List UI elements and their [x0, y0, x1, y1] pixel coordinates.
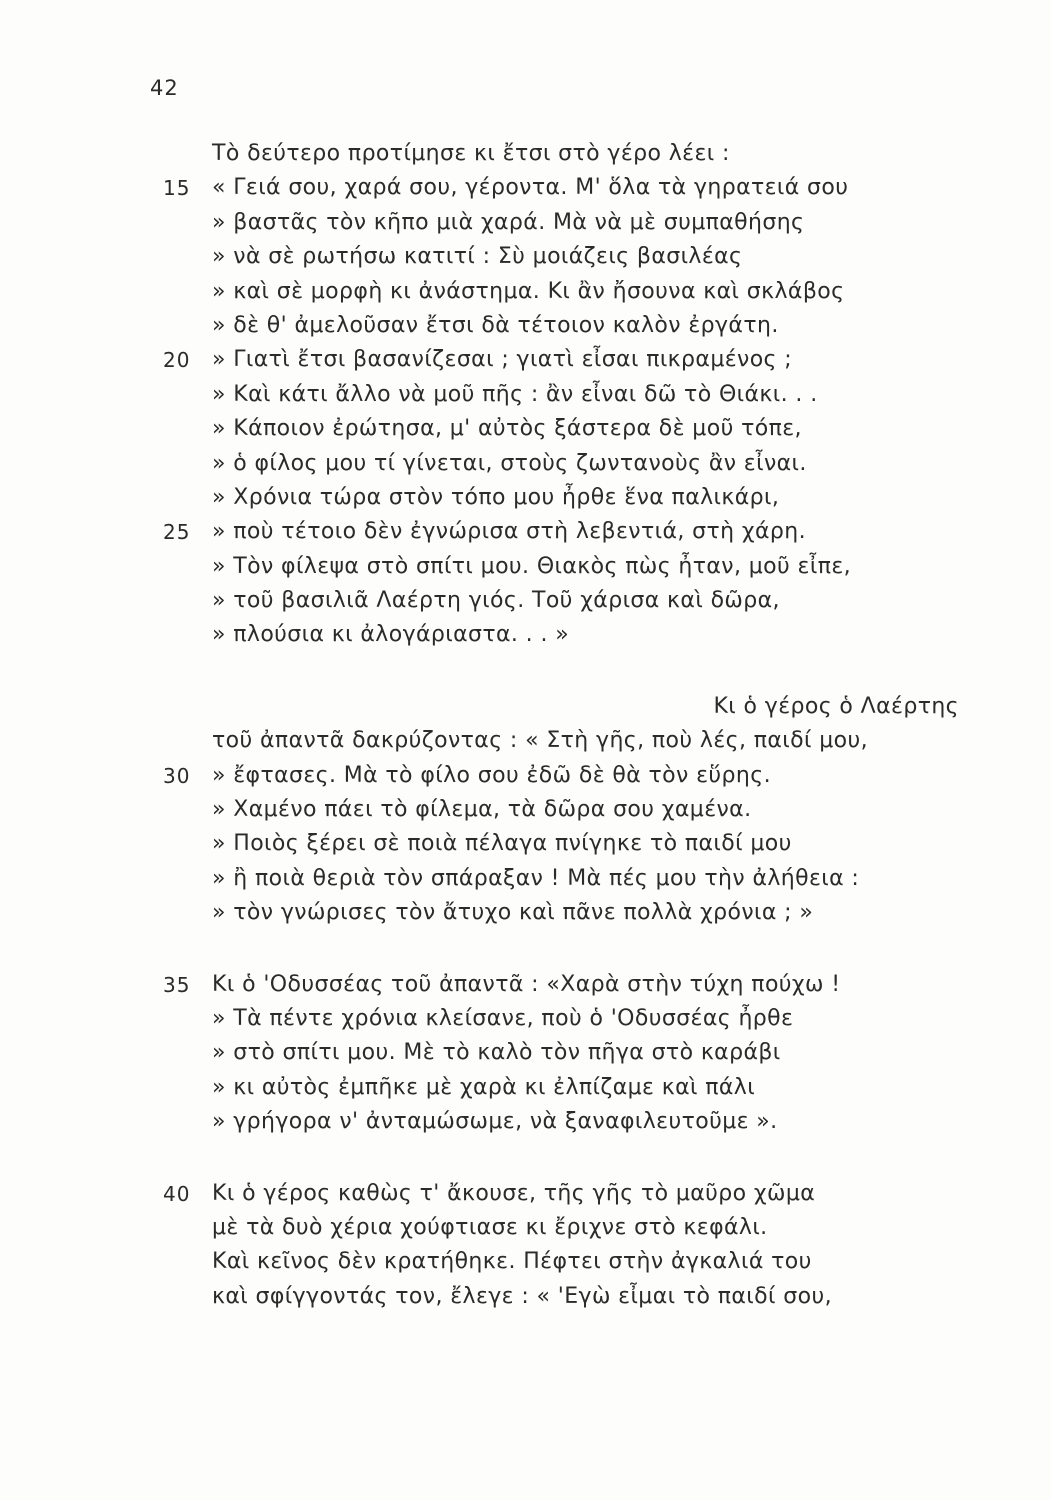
verse-text: » Τὸν φίλεψα στὸ σπίτι μου. Θιακὸς πὼς ἦταν, μοῦ εἶπε, [212, 553, 852, 579]
stanza [0, 137, 1051, 653]
verse-text: » ἢ ποιὰ θεριὰ τὸν σπάραξαν ! Μὰ πές μου τὴν ἀλήθεια : [212, 865, 860, 891]
line-number: 35 [163, 972, 191, 997]
stanza [0, 690, 1051, 931]
verse-text: Κι ὁ γέρος ὁ Λαέρτης [713, 693, 959, 719]
verse-line [0, 1002, 1051, 1036]
verse-text: » Γιατὶ ἔτσι βασανίζεσαι ; γιατὶ εἶσαι πικραμένος ; [212, 347, 793, 373]
verse-line [0, 1036, 1051, 1070]
verse-line [0, 275, 1051, 309]
verse-text: » δὲ θ' ἀμελοῦσαν ἔτσι δὰ τέτοιον καλὸν ἐργάτη. [212, 312, 779, 338]
verse-line [0, 584, 1051, 618]
verse-text: » ποὺ τέτοιο δὲν ἐγνώρισα στὴ λεβεντιά, στὴ χάρη. [212, 519, 806, 545]
verse-text: » στὸ σπίτι μου. Μὲ τὸ καλὸ τὸν πῆγα στὸ καράβι [212, 1040, 781, 1066]
verse-line [0, 171, 1051, 205]
verse-line [0, 724, 1051, 758]
stanza [0, 1177, 1051, 1315]
verse-line [0, 827, 1051, 861]
verse-line [0, 759, 1051, 793]
line-number: 30 [163, 763, 191, 788]
verse-text: » πλούσια κι ἀλογάριαστα. . . » [212, 622, 570, 648]
verse-line [0, 206, 1051, 240]
verse-text: » βαστᾶς τὸν κῆπο μιὰ χαρά. Μὰ νὰ μὲ συμπαθήσης [212, 209, 805, 235]
verse-text: » τὸν γνώρισες τὸν ἄτυχο καὶ πᾶνε πολλὰ χρόνια ; » [212, 900, 814, 926]
verse-text: « Γειά σου, χαρά σου, γέροντα. Μ' ὅλα τὰ γηρατειά σου [212, 175, 849, 201]
line-number: 40 [163, 1181, 191, 1206]
verse-line [0, 550, 1051, 584]
verse-text: » Χαμένο πάει τὸ φίλεμα, τὰ δῶρα σου χαμένα. [212, 797, 752, 823]
verse-text: » γρήγορα ν' ἀνταμώσωμε, νὰ ξαναφιλευτοῦμε ». [212, 1109, 778, 1135]
verse-text: » Καὶ κάτι ἄλλο νὰ μοῦ πῆς : ἂν εἶναι δῶ τὸ Θιάκι. . . [212, 381, 818, 407]
verse-line [0, 1245, 1051, 1279]
poem-text [0, 137, 1051, 1314]
verse-text: » τοῦ βασιλιᾶ Λαέρτη γιός. Τοῦ χάρισα καὶ δῶρα, [212, 588, 780, 614]
verse-text: » Χρόνια τώρα στὸν τόπο μου ἦρθε ἕνα παλικάρι, [212, 484, 780, 510]
verse-line [0, 968, 1051, 1002]
verse-text: » Ποιὸς ξέρει σὲ ποιὰ πέλαγα πνίγηκε τὸ παιδί μου [212, 831, 792, 857]
verse-text: » ἔφτασες. Μὰ τὸ φίλο σου ἐδῶ δὲ θὰ τὸν εὕρης. [212, 762, 771, 788]
verse-text: » ὁ φίλος μου τί γίνεται, στοὺς ζωντανοὺς ἂν εἶναι. [212, 450, 807, 476]
verse-text: » Κάποιον ἐρώτησα, μ' αὐτὸς ξάστερα δὲ μοῦ τόπε, [212, 416, 802, 442]
stanza-break [0, 653, 1051, 690]
verse-line [0, 137, 1051, 171]
verse-text: » νὰ σὲ ρωτήσω κατιτί : Σὺ μοιάζεις βασιλέας [212, 244, 743, 270]
stanza [0, 968, 1051, 1140]
verse-text: καὶ σφίγγοντάς τον, ἔλεγε : « 'Εγὼ εἶμαι τὸ παιδί σου, [212, 1283, 832, 1309]
verse-line [0, 618, 1051, 652]
verse-text: μὲ τὰ δυὸ χέρια χούφτιασε κι ἔριχνε στὸ κεφάλι. [212, 1214, 768, 1240]
verse-line [0, 793, 1051, 827]
stanza-break [0, 931, 1051, 968]
verse-text: Κι ὁ 'Οδυσσέας τοῦ ἀπαντᾶ : «Χαρὰ στὴν τύχη πούχω ! [212, 971, 841, 997]
verse-line [0, 1105, 1051, 1139]
verse-text: » καὶ σὲ μορφὴ κι ἀνάστημα. Κι ἂν ἤσουνα καὶ σκλάβος [212, 278, 845, 304]
verse-line [0, 412, 1051, 446]
line-number: 25 [163, 520, 191, 545]
stanza-break [0, 1140, 1051, 1177]
verse-line [0, 515, 1051, 549]
verse-line [0, 481, 1051, 515]
verse-line [0, 343, 1051, 377]
verse-line [0, 240, 1051, 274]
verse-text: Κι ὁ γέρος καθὼς τ' ἄκουσε, τῆς γῆς τὸ μαῦρο χῶμα [212, 1180, 816, 1206]
verse-text: » κι αὐτὸς ἐμπῆκε μὲ χαρὰ κι ἐλπίζαμε καὶ πάλι [212, 1074, 756, 1100]
verse-text: Καὶ κεῖνος δὲν κρατήθηκε. Πέφτει στὴν ἀγκαλιά του [212, 1249, 812, 1275]
verse-line [0, 1211, 1051, 1245]
verse-text: τοῦ ἀπαντᾶ δακρύζοντας : « Στὴ γῆς, ποὺ λές, παιδί μου, [212, 728, 869, 754]
verse-line [0, 690, 1051, 724]
line-number: 20 [163, 348, 191, 373]
verse-line [0, 1280, 1051, 1314]
verse-line [0, 896, 1051, 930]
verse-line [0, 309, 1051, 343]
verse-text: Τὸ δεύτερο προτίμησε κι ἔτσι στὸ γέρο λέει : [212, 141, 730, 166]
verse-text: » Τὰ πέντε χρόνια κλείσανε, ποὺ ὁ 'Οδυσσέας ἦρθε [212, 1005, 794, 1031]
verse-line [0, 1071, 1051, 1105]
verse-line [0, 862, 1051, 896]
verse-line [0, 1177, 1051, 1211]
line-number: 15 [163, 176, 191, 201]
verse-line [0, 447, 1051, 481]
page-number: 42 [150, 76, 179, 100]
verse-line [0, 378, 1051, 412]
